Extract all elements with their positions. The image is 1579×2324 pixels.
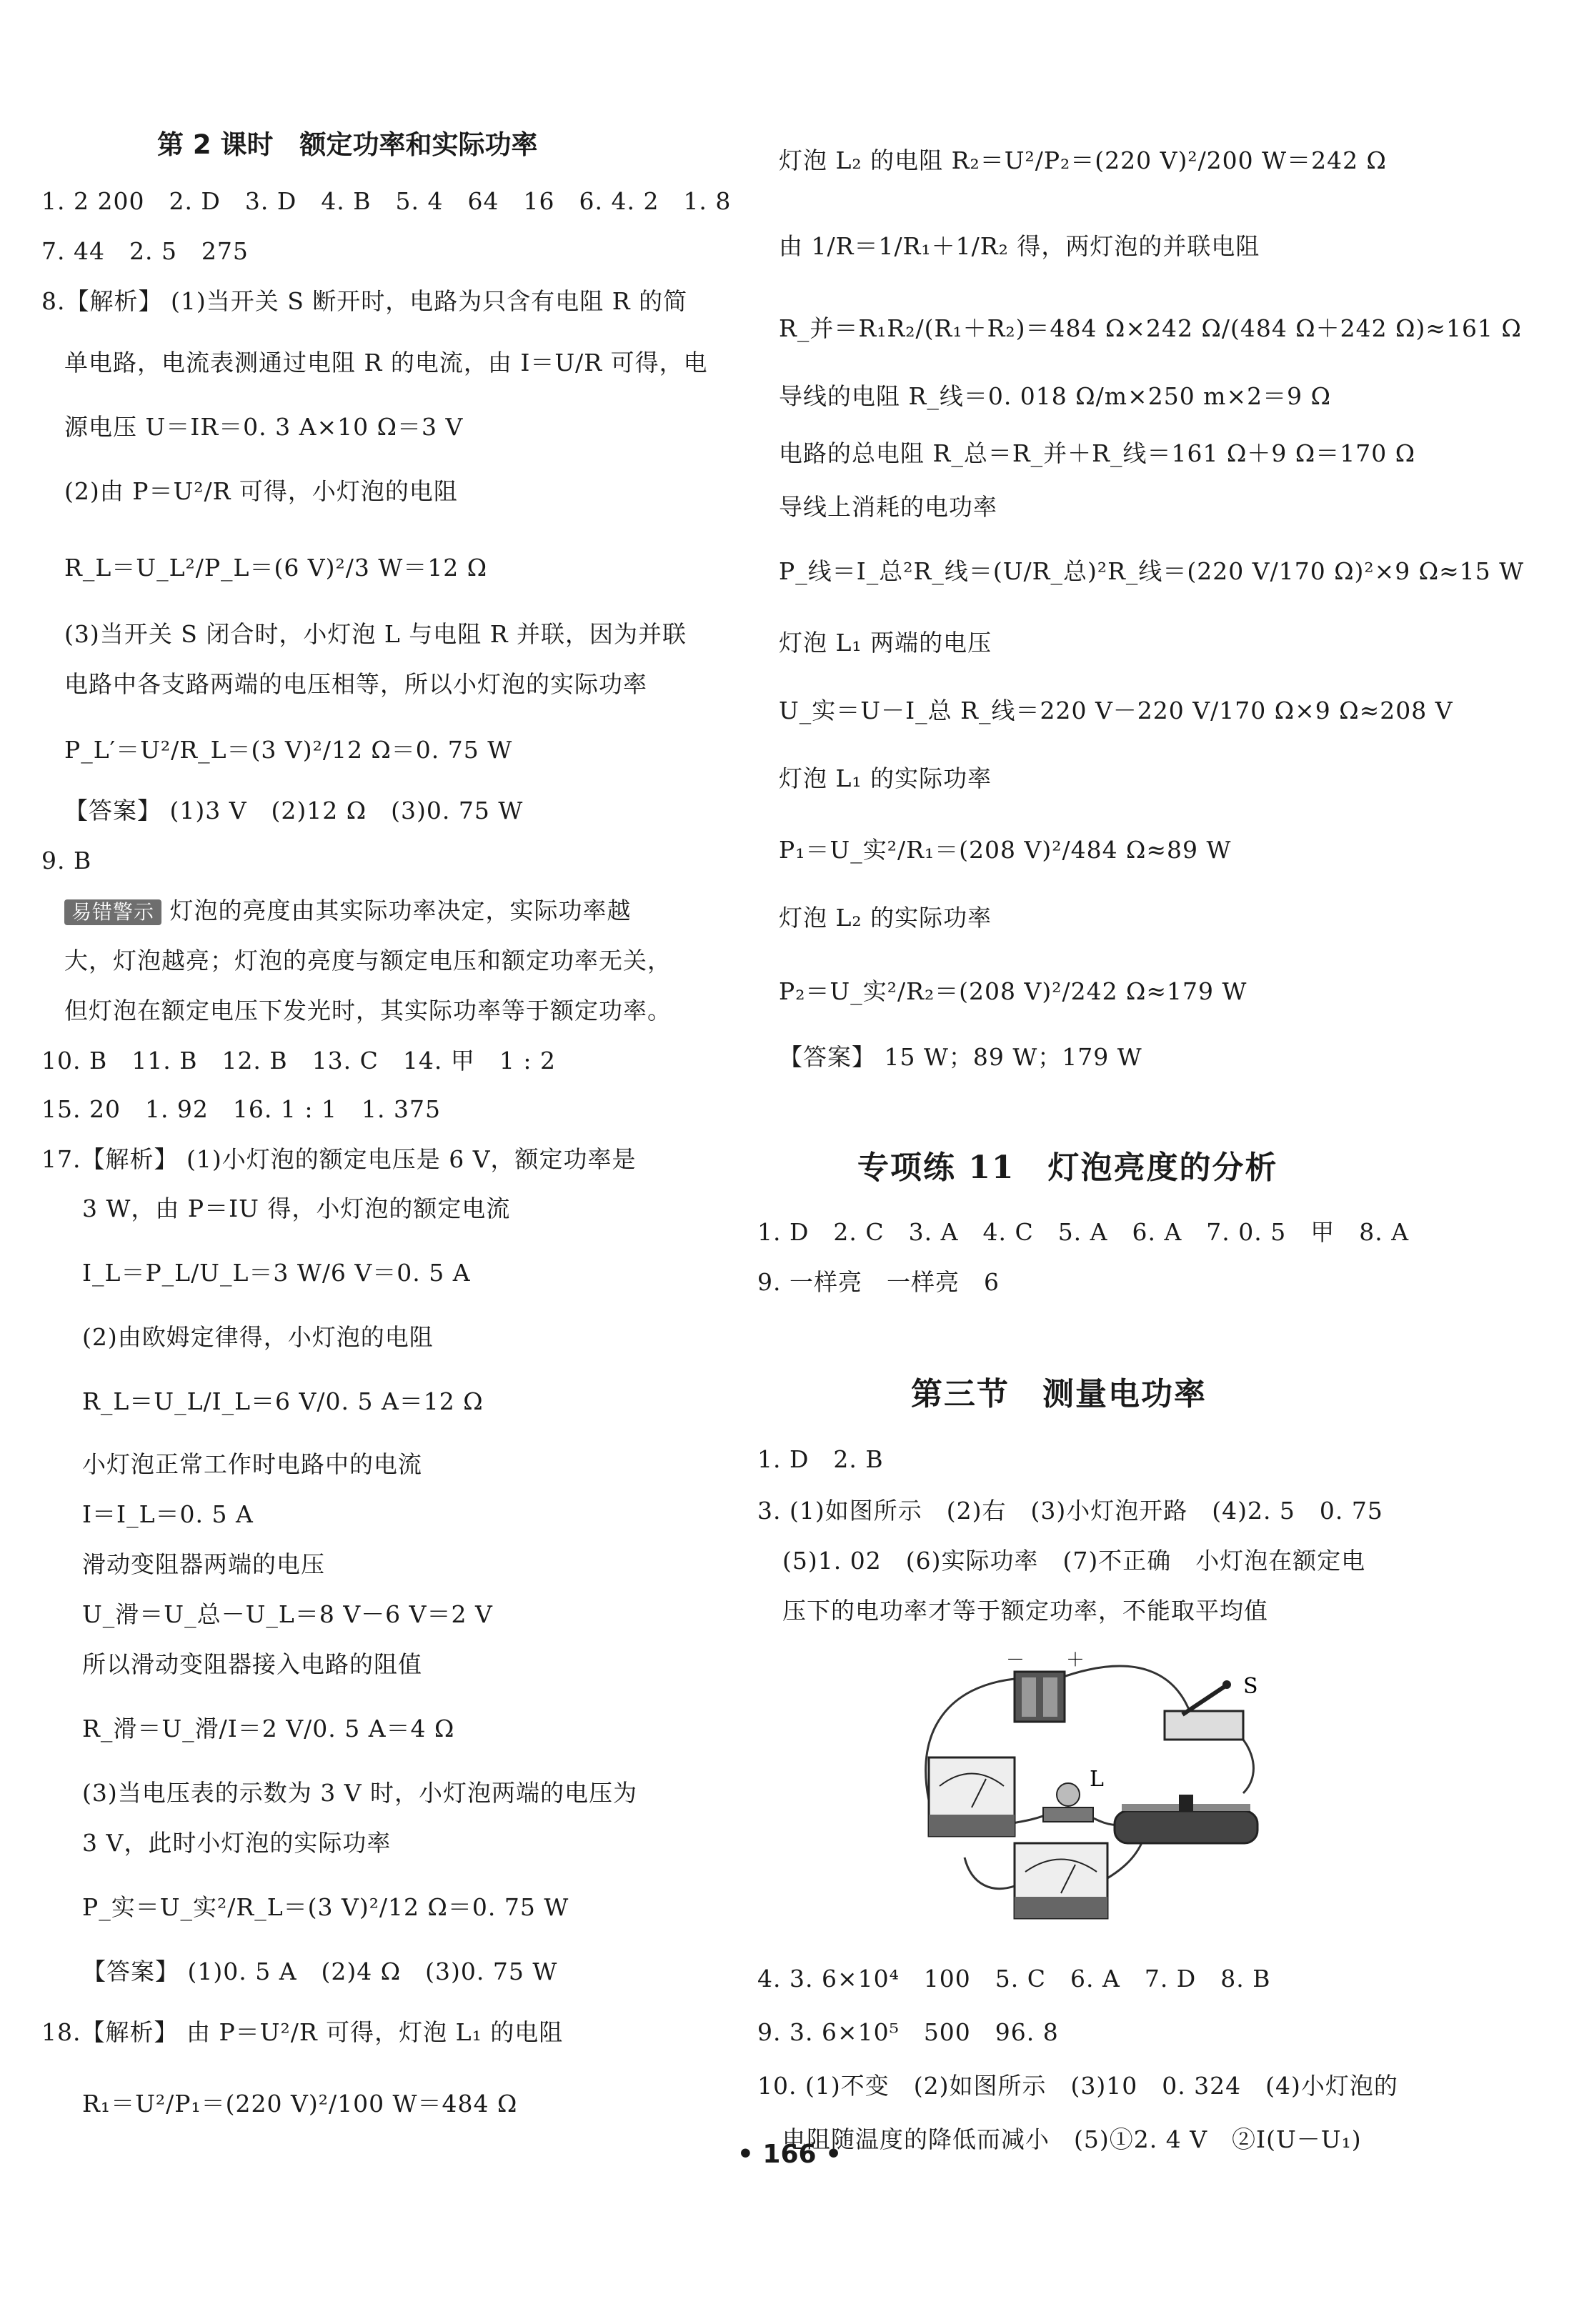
formula-line: R_并＝R₁R₂/(R₁＋R₂)＝484 Ω×242 Ω/(484 Ω＋242 Ω)≈161 Ω xyxy=(779,314,1522,342)
analysis-line: (2)由 P＝U²/R 可得，小灯泡的电阻 xyxy=(64,477,458,505)
analysis-line: 3 V，此时小灯泡的实际功率 xyxy=(82,1829,392,1857)
answer-line: 10. (1)不变 (2)如图所示 (3)10 0. 324 (4)小灯泡的 xyxy=(757,2072,1398,2100)
formula-line: U_滑＝U_总－U_L＝8 V－6 V＝2 V xyxy=(82,1600,493,1628)
warning-line xyxy=(64,897,632,925)
answer-line: 【答案】 (1)0. 5 A (2)4 Ω (3)0. 75 W xyxy=(82,1958,558,1985)
formula-line: 由 1/R＝1/R₁＋1/R₂ 得，两灯泡的并联电阻 xyxy=(779,232,1260,260)
formula-line: U_实＝U－I_总 R_线＝220 V－220 V/170 Ω×9 Ω≈208 V xyxy=(779,697,1453,724)
formula-line: I_L＝P_L/U_L＝3 W/6 V＝0. 5 A xyxy=(82,1259,471,1287)
formula-line: 电路的总电阻 R_总＝R_并＋R_线＝161 Ω＋9 Ω＝170 Ω xyxy=(779,439,1416,467)
section-heading: 专项练 11 灯泡亮度的分析 xyxy=(857,1149,1278,1186)
formula-line: 导线的电阻 R_线＝0. 018 Ω/m×250 m×2＝9 Ω xyxy=(779,382,1331,410)
analysis-line: 小灯泡正常工作时电路中的电流 xyxy=(82,1450,422,1478)
formula-line: R_L＝U_L²/P_L＝(6 V)²/3 W＝12 Ω xyxy=(64,554,488,582)
circuit-diagram xyxy=(907,1643,1279,1922)
formula-line: R₁＝U²/P₁＝(220 V)²/100 W＝484 Ω xyxy=(82,2090,518,2118)
battery-minus-label: － xyxy=(1006,1650,1025,1671)
analysis-line: 17.【解析】 (1)小灯泡的额定电压是 6 V，额定功率是 xyxy=(41,1145,637,1173)
analysis-line: 单电路，电流表测通过电阻 R 的电流，由 I＝U/R 可得，电 xyxy=(64,349,708,376)
answer-line: 15. 20 1. 92 16. 1 : 1 1. 375 xyxy=(41,1095,441,1123)
analysis-line: 导线上消耗的电功率 xyxy=(779,493,997,521)
answer-line: 1. 2 200 2. D 3. D 4. B 5. 4 64 16 6. 4. 2 1. 8 xyxy=(41,187,732,215)
lamp-label: L xyxy=(1090,1767,1104,1792)
warning-tag: 易错警示 xyxy=(64,899,161,925)
answer-line: 电阻随温度的降低而减小 (5)①2. 4 V ②I(U－U₁) xyxy=(782,2125,1362,2153)
analysis-line: (3)当电压表的示数为 3 V 时，小灯泡两端的电压为 xyxy=(82,1779,638,1807)
formula-line: R_L＝U_L/I_L＝6 V/0. 5 A＝12 Ω xyxy=(82,1387,484,1415)
answer-line: 1. D 2. B xyxy=(757,1445,884,1473)
analysis-line: 滑动变阻器两端的电压 xyxy=(82,1550,325,1578)
answer-line: 9. 一样亮 一样亮 6 xyxy=(757,1268,1000,1296)
formula-line: P_实＝U_实²/R_L＝(3 V)²/12 Ω＝0. 75 W xyxy=(82,1893,569,1921)
answer-line: 【答案】 (1)3 V (2)12 Ω (3)0. 75 W xyxy=(64,797,524,824)
warning-line: 大，灯泡越亮；灯泡的亮度与额定电压和额定功率无关， xyxy=(64,947,672,974)
analysis-line: (2)由欧姆定律得，小灯泡的电阻 xyxy=(82,1323,434,1351)
analysis-line: 3 W，由 P＝IU 得，小灯泡的额定电流 xyxy=(82,1195,511,1222)
answer-line: 【答案】 15 W；89 W；179 W xyxy=(779,1043,1142,1071)
answer-line: 10. B 11. B 12. B 13. C 14. 甲 1 : 2 xyxy=(41,1047,556,1074)
battery xyxy=(1015,1672,1065,1722)
analysis-line: 灯泡 L₂ 的实际功率 xyxy=(779,904,992,932)
formula-line: R_滑＝U_滑/I＝2 V/0. 5 A＝4 Ω xyxy=(82,1715,455,1742)
lamp xyxy=(1043,1783,1093,1822)
battery-plus-label: ＋ xyxy=(1066,1650,1085,1671)
page-number: • 166 • xyxy=(737,2140,842,2169)
answer-line: 9. B xyxy=(41,847,92,874)
answer-line: 4. 3. 6×10⁴ 100 5. C 6. A 7. D 8. B xyxy=(757,1965,1271,1993)
ammeter xyxy=(929,1757,1015,1836)
switch-label: S xyxy=(1243,1674,1258,1699)
warning-line: 但灯泡在额定电压下发光时，其实际功率等于额定功率。 xyxy=(64,997,672,1024)
voltmeter xyxy=(1015,1843,1107,1918)
analysis-line: 灯泡 L₁ 两端的电压 xyxy=(779,629,992,657)
rheostat xyxy=(1115,1795,1257,1843)
formula-line: I＝I_L＝0. 5 A xyxy=(82,1500,254,1528)
section-heading: 第三节 测量电功率 xyxy=(911,1376,1207,1412)
analysis-line: 灯泡 L₁ 的实际功率 xyxy=(779,764,992,792)
analysis-line: 18.【解析】 由 P＝U²/R 可得，灯泡 L₁ 的电阻 xyxy=(41,2018,564,2046)
formula-line: P_L′＝U²/R_L＝(3 V)²/12 Ω＝0. 75 W xyxy=(64,736,513,764)
analysis-line: 8.【解析】 (1)当开关 S 断开时，电路为只含有电阻 R 的简 xyxy=(41,287,688,315)
analysis-line: 电路中各支路两端的电压相等，所以小灯泡的实际功率 xyxy=(64,670,647,698)
formula-line: P₂＝U_实²/R₂＝(208 V)²/242 Ω≈179 W xyxy=(779,977,1247,1005)
formula-line: P₁＝U_实²/R₁＝(208 V)²/484 Ω≈89 W xyxy=(779,836,1232,864)
section-heading: 第 2 课时 额定功率和实际功率 xyxy=(157,129,538,160)
answer-line: 9. 3. 6×10⁵ 500 96. 8 xyxy=(757,2018,1059,2046)
answer-line: 3. (1)如图所示 (2)右 (3)小灯泡开路 (4)2. 5 0. 75 xyxy=(757,1497,1383,1525)
answer-line: (5)1. 02 (6)实际功率 (7)不正确 小灯泡在额定电 xyxy=(782,1547,1366,1575)
answer-line: 7. 44 2. 5 275 xyxy=(41,237,249,265)
formula-line: P_线＝I_总²R_线＝(U/R_总)²R_线＝(220 V/170 Ω)²×9 Ω≈15 W xyxy=(779,557,1525,585)
analysis-line: (3)当开关 S 闭合时，小灯泡 L 与电阻 R 并联，因为并联 xyxy=(64,620,687,648)
analysis-line: 所以滑动变阻器接入电路的阻值 xyxy=(82,1650,422,1678)
analysis-line: 源电压 U＝IR＝0. 3 A×10 Ω＝3 V xyxy=(64,413,464,441)
warning-text: 灯泡的亮度由其实际功率决定，实际功率越 xyxy=(169,897,632,924)
answer-line: 压下的电功率才等于额定功率，不能取平均值 xyxy=(782,1597,1268,1625)
answer-line: 1. D 2. C 3. A 4. C 5. A 6. A 7. 0. 5 甲 8. A xyxy=(757,1218,1410,1246)
formula-line: 灯泡 L₂ 的电阻 R₂＝U²/P₂＝(220 V)²/200 W＝242 Ω xyxy=(779,146,1387,174)
